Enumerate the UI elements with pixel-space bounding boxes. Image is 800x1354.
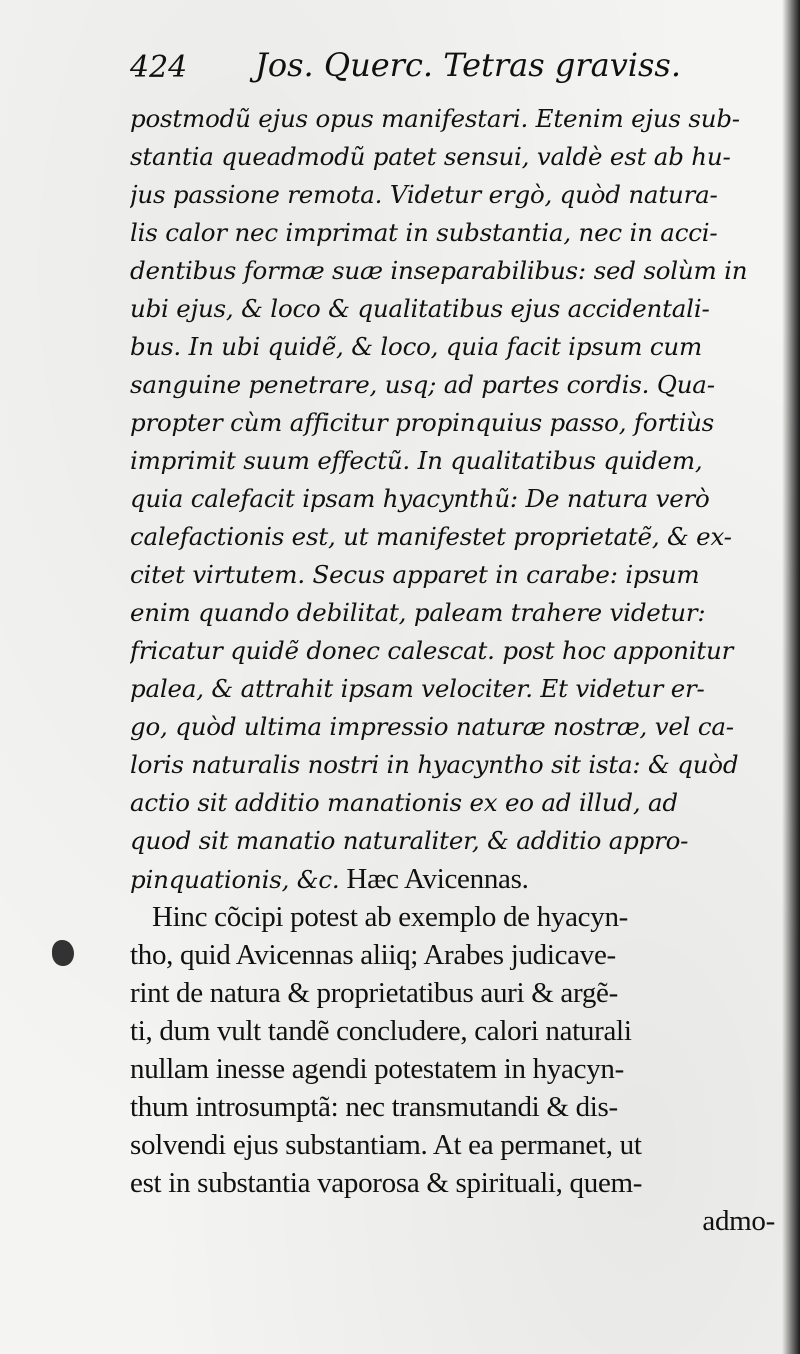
text-line: lis calor nec imprimat in substantia, nec in acci- [130,218,718,247]
text-line: go, quòd ultima impressio naturæ nostræ, vel ca- [130,712,734,741]
page-number: 424 [130,50,188,85]
text-line: sanguine penetrare, usq; ad partes cordis. Qua- [130,370,715,399]
text-line-italic-part: pinquationis, &c. [130,865,340,894]
text-line: ti, dum vult tandẽ concludere, calori naturali [130,1015,632,1047]
text-line: postmodũ ejus opus manifestari. Etenim ejus sub- [130,104,740,133]
text-line: rint de natura & proprietatibus auri & argẽ- [130,977,618,1009]
text-line: fricatur quidẽ donec calescat. post hoc apponitur [130,636,734,665]
text-line: bus. In ubi quidẽ, & loco, quia facit ipsum cum [130,332,703,361]
text-line: stantia queadmodũ patet sensui, valdè est ab hu- [130,142,731,171]
text-line: citet virtutem. Secus apparet in carabe: ipsum [130,560,700,589]
page-header [130,42,682,102]
text-line: imprimit suum effectũ. In qualitatibus quidem, [130,446,703,475]
text-line: loris naturalis nostri in hyacyntho sit ista: & quòd [130,750,739,779]
text-line: enim quando debilitat, paleam trahere videtur: [130,598,706,627]
text-line: palea, & attrahit ipsam velociter. Et videtur er- [130,674,705,703]
text-line: nullam inesse agendi potestatem in hyacyn- [130,1053,624,1085]
text-line: jus passione remota. Videtur ergò, quòd natura- [130,180,718,209]
text-line-roman-part: Hæc Avicennas. [339,863,529,895]
ink-blot [52,940,74,966]
text-line: calefactionis est, ut manifestet proprietatẽ, & ex- [130,522,732,551]
text-line: dentibus formæ suæ inseparabilibus: sed solùm in [130,256,748,285]
text-line: quia calefacit ipsam hyacynthũ: De natura verò [130,484,710,513]
body-text [130,100,785,1240]
text-line: tho, quid Avicennas aliiq; Arabes judicave- [130,939,616,971]
text-line: ubi ejus, & loco & qualitatibus ejus accidentali- [130,294,710,323]
text-line: est in substantia vaporosa & spirituali, quem- [130,1167,643,1199]
text-line-mixed [130,860,785,898]
text-line: propter cùm afficitur propinquius passo, fortiùs [130,408,715,437]
text-line: actio sit additio manationis ex eo ad illud, ad [130,788,678,817]
catchword: admo- [702,1205,775,1237]
text-line: solvendi ejus substantiam. At ea permanet, ut [130,1129,642,1161]
text-line: thum introsumptã: nec transmutandi & dis- [130,1091,618,1123]
text-line: Hinc cõcipi potest ab exemplo de hyacyn- [152,901,629,933]
text-line: quod sit manatio naturaliter, & additio appro- [130,826,689,855]
running-head: Jos. Querc. Tetras graviss. [255,46,682,84]
